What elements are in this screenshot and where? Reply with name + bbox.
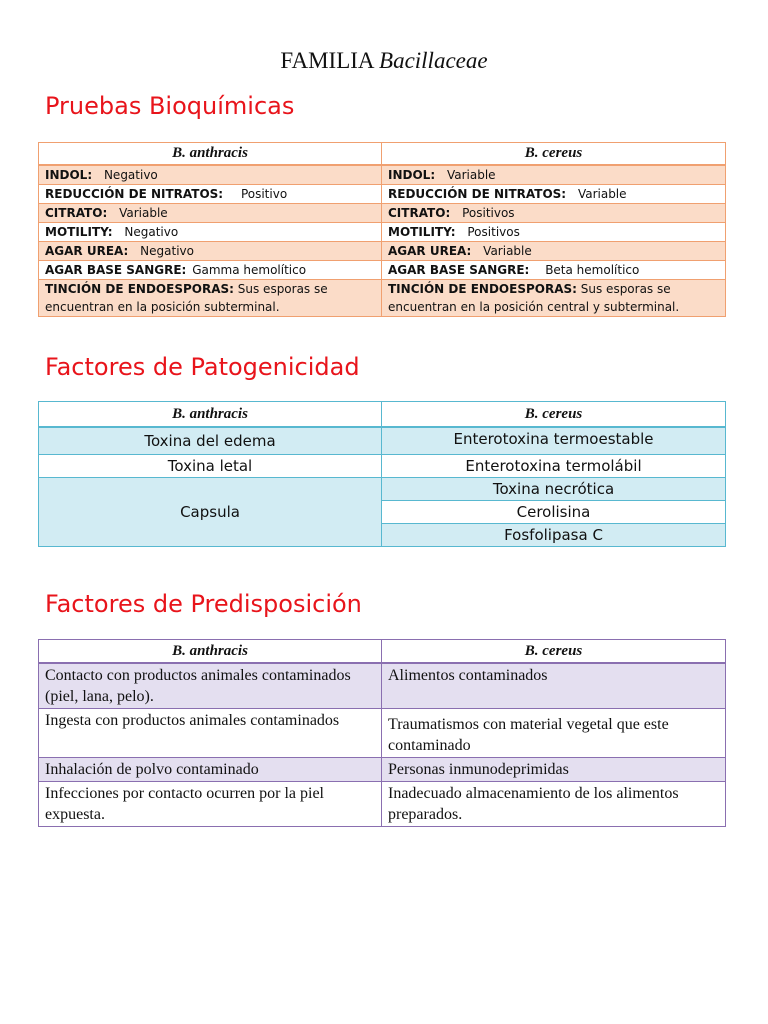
- test-label: MOTILITY:: [388, 225, 456, 239]
- table-header-row: [39, 640, 726, 664]
- test-value: Positivo: [240, 187, 288, 201]
- section-title-pathogen: Factores de Patogenicidad: [45, 353, 360, 381]
- table-cell: [382, 280, 726, 317]
- table-cell: Personas inmunodeprimidas: [382, 758, 726, 782]
- test-label: TINCIÓN DE ENDOESPORAS:: [388, 282, 577, 296]
- test-label: AGAR BASE SANGRE:: [45, 263, 187, 277]
- table-cell: [382, 165, 726, 185]
- table-cell: Enterotoxina termoestable: [382, 427, 726, 455]
- table-row: [39, 204, 726, 223]
- test-label: REDUCCIÓN DE NITRATOS:: [388, 187, 567, 201]
- table-row: [39, 782, 726, 827]
- title-main: FAMILIA: [280, 48, 374, 73]
- table-cell: Toxina letal: [39, 455, 382, 478]
- test-value: Beta hemolítico: [545, 263, 640, 277]
- table-row: [39, 165, 726, 185]
- table-cell: [382, 261, 726, 280]
- pathogen-table: [38, 401, 726, 547]
- table-row: [39, 663, 726, 709]
- table-cell: [39, 204, 382, 223]
- test-label: AGAR UREA:: [45, 244, 129, 258]
- table-cell: Alimentos contaminados: [382, 663, 726, 709]
- table-cell: Enterotoxina termolábil: [382, 455, 726, 478]
- table-cell: [39, 165, 382, 185]
- test-value: Positivos: [462, 206, 515, 220]
- test-label: REDUCCIÓN DE NITRATOS:: [45, 187, 224, 201]
- table-header-row: [39, 143, 726, 166]
- table-cell: [39, 242, 382, 261]
- test-label: CITRATO:: [388, 206, 451, 220]
- biochem-table: [38, 142, 726, 317]
- test-label: INDOL:: [45, 168, 93, 182]
- section-title-predisp: Factores de Predisposición: [45, 590, 362, 618]
- table-cell: Cerolisina: [382, 501, 726, 524]
- test-value: Negativo: [103, 168, 158, 182]
- table-cell: [39, 223, 382, 242]
- table-cell: [382, 204, 726, 223]
- title-italic: Bacillaceae: [379, 48, 488, 73]
- table-cell: Fosfolipasa C: [382, 524, 726, 547]
- test-value: Variable: [446, 168, 496, 182]
- test-value: Positivos: [467, 225, 520, 239]
- table-row: [39, 758, 726, 782]
- test-label: MOTILITY:: [45, 225, 113, 239]
- table-row: [39, 427, 726, 455]
- column-header-anthracis: B. anthracis: [39, 143, 382, 166]
- table-cell: Inhalación de polvo contaminado: [39, 758, 382, 782]
- test-value: Variable: [577, 187, 627, 201]
- test-value: Gamma hemolítico: [192, 263, 307, 277]
- test-label: INDOL:: [388, 168, 436, 182]
- table-row: [39, 261, 726, 280]
- section-title-biochem: Pruebas Bioquímicas: [45, 92, 295, 120]
- table-cell: Ingesta con productos animales contaminados: [39, 709, 382, 758]
- table-row: [39, 242, 726, 261]
- table-cell: Toxina del edema: [39, 427, 382, 455]
- test-value: Variable: [483, 244, 532, 258]
- table-cell: [382, 242, 726, 261]
- test-value: Sus esporas se encuentran en la posición subterminal.: [45, 282, 328, 314]
- table-row: [39, 223, 726, 242]
- test-value: Negativo: [140, 244, 194, 258]
- test-label: AGAR UREA:: [388, 244, 472, 258]
- column-header-cereus: B. cereus: [382, 402, 726, 428]
- predisp-table: [38, 639, 726, 827]
- column-header-cereus: B. cereus: [382, 143, 726, 166]
- table-cell: [39, 185, 382, 204]
- table-header-row: [39, 402, 726, 428]
- table-cell: [382, 185, 726, 204]
- table-row: [39, 455, 726, 478]
- test-value: Negativo: [124, 225, 179, 239]
- table-cell: [382, 223, 726, 242]
- test-value: Variable: [119, 206, 168, 220]
- table-row: [39, 280, 726, 317]
- table-cell: Toxina necrótica: [382, 478, 726, 501]
- test-label: TINCIÓN DE ENDOESPORAS:: [45, 282, 234, 296]
- table-row: [39, 478, 726, 501]
- test-label: AGAR BASE SANGRE:: [388, 263, 530, 277]
- test-label: CITRATO:: [45, 206, 108, 220]
- document-title: [0, 48, 768, 74]
- table-cell: Infecciones por contacto ocurren por la piel expuesta.: [39, 782, 382, 827]
- table-cell: [39, 280, 382, 317]
- column-header-anthracis: B. anthracis: [39, 640, 382, 664]
- column-header-anthracis: B. anthracis: [39, 402, 382, 428]
- table-cell: Traumatismos con material vegetal que este contaminado: [382, 709, 726, 758]
- table-row: [39, 185, 726, 204]
- table-cell: Capsula: [39, 478, 382, 547]
- column-header-cereus: B. cereus: [382, 640, 726, 664]
- table-cell: [39, 261, 382, 280]
- table-row: [39, 709, 726, 758]
- table-cell: Contacto con productos animales contaminados (piel, lana, pelo).: [39, 663, 382, 709]
- test-value: Sus esporas se encuentran en la posición central y subterminal.: [388, 282, 680, 314]
- table-cell: Inadecuado almacenamiento de los alimentos preparados.: [382, 782, 726, 827]
